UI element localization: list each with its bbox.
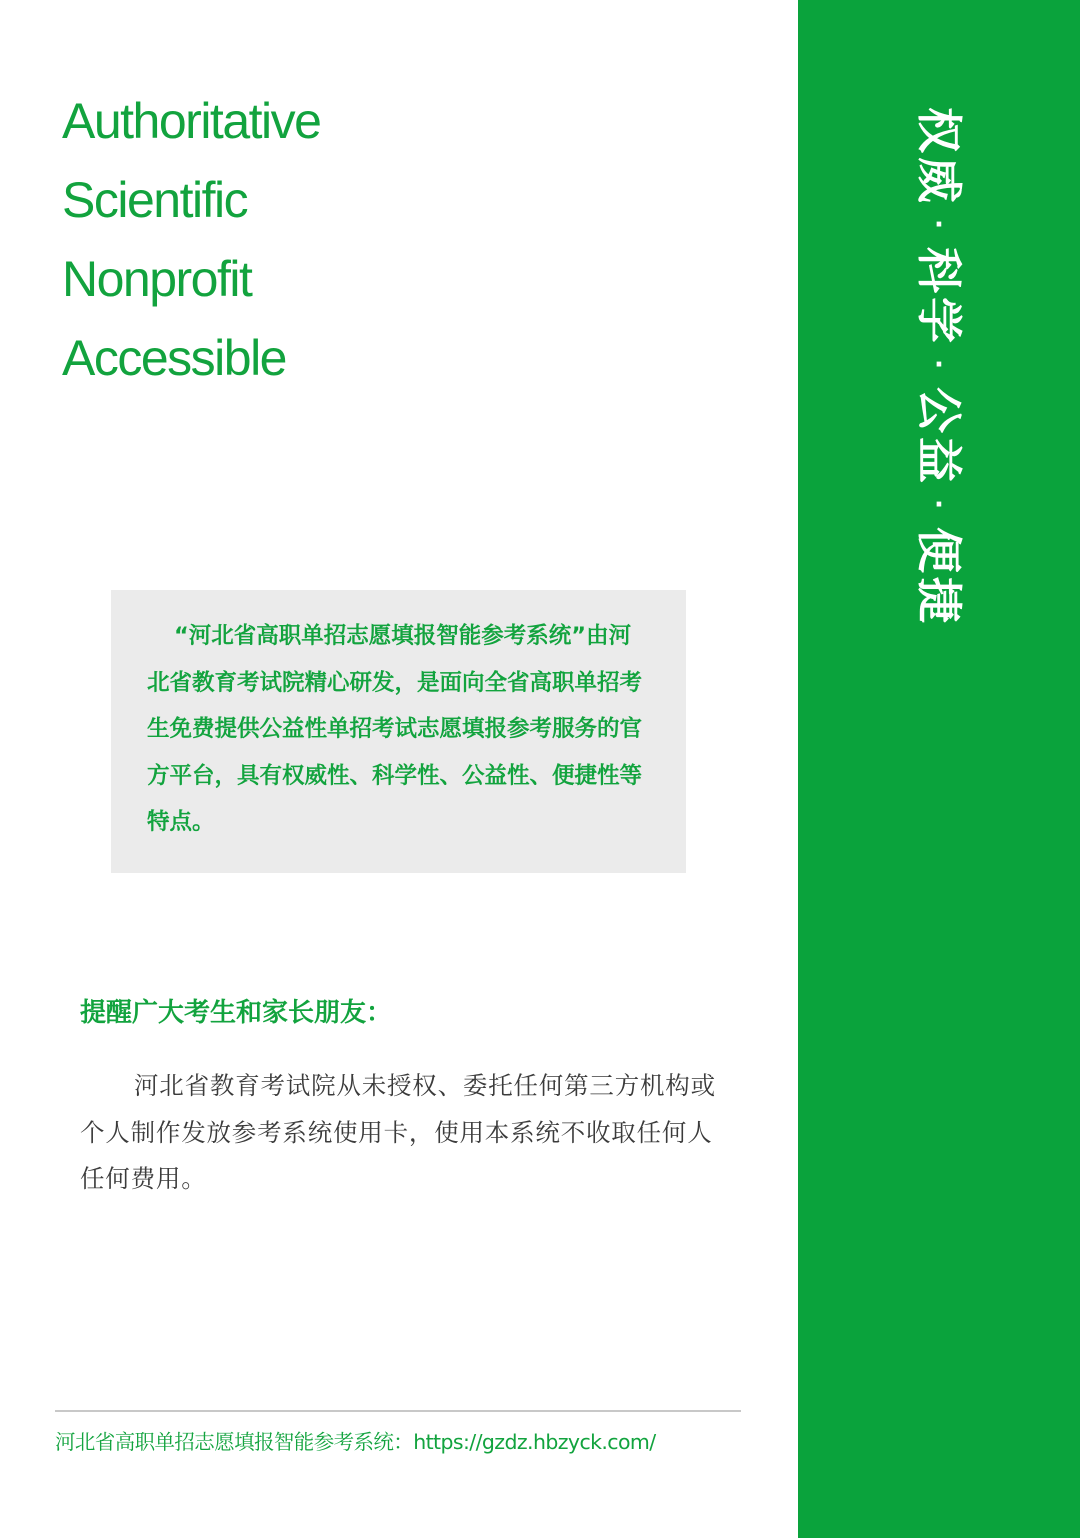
- slogan-char: 权: [912, 107, 966, 153]
- footer-label: 河北省高职单招志愿填报智能参考系统：: [55, 1430, 414, 1454]
- keyword-authoritative: Authoritative: [62, 93, 321, 149]
- footer-divider: [55, 1410, 741, 1412]
- slogan-char: 学: [912, 297, 966, 343]
- intro-box: [111, 590, 686, 873]
- notice-heading: 提醒广大考生和家长朋友：: [80, 998, 393, 1028]
- slogan-separator: ·: [934, 490, 944, 520]
- green-side-panel: [798, 0, 1080, 1538]
- keyword-list: [62, 82, 320, 398]
- slogan-char: 便: [912, 527, 966, 573]
- footer: [55, 1422, 795, 1462]
- slogan-char: 益: [912, 437, 966, 483]
- slogan-char: 科: [912, 247, 966, 293]
- slogan-separator: ·: [934, 210, 944, 240]
- keyword-scientific: Scientific: [62, 172, 248, 228]
- notice-body: 河北省教育考试院从未授权、委托任何第三方机构或个人制作发放参考系统使用卡，使用本系统不收取任何人任何费用。: [80, 1071, 716, 1193]
- slogan-char: 公: [912, 387, 966, 433]
- footer-url-link[interactable]: https://gzdz.hbzyck.com/: [413, 1430, 656, 1454]
- keyword-nonprofit: Nonprofit: [62, 251, 252, 307]
- vertical-slogan: [798, 105, 1080, 625]
- keyword-accessible: Accessible: [62, 330, 286, 386]
- slogan-char: 威: [912, 157, 966, 203]
- intro-text: “河北省高职单招志愿填报智能参考系统”由河北省教育考试院精心研发，是面向全省高职单招考生免费提供公益性单招考试志愿填报参考服务的官方平台，具有权威性、科学性、公益性、便捷性等特点。: [147, 623, 643, 835]
- slogan-separator: ·: [934, 350, 944, 380]
- slogan-char: 捷: [912, 577, 966, 623]
